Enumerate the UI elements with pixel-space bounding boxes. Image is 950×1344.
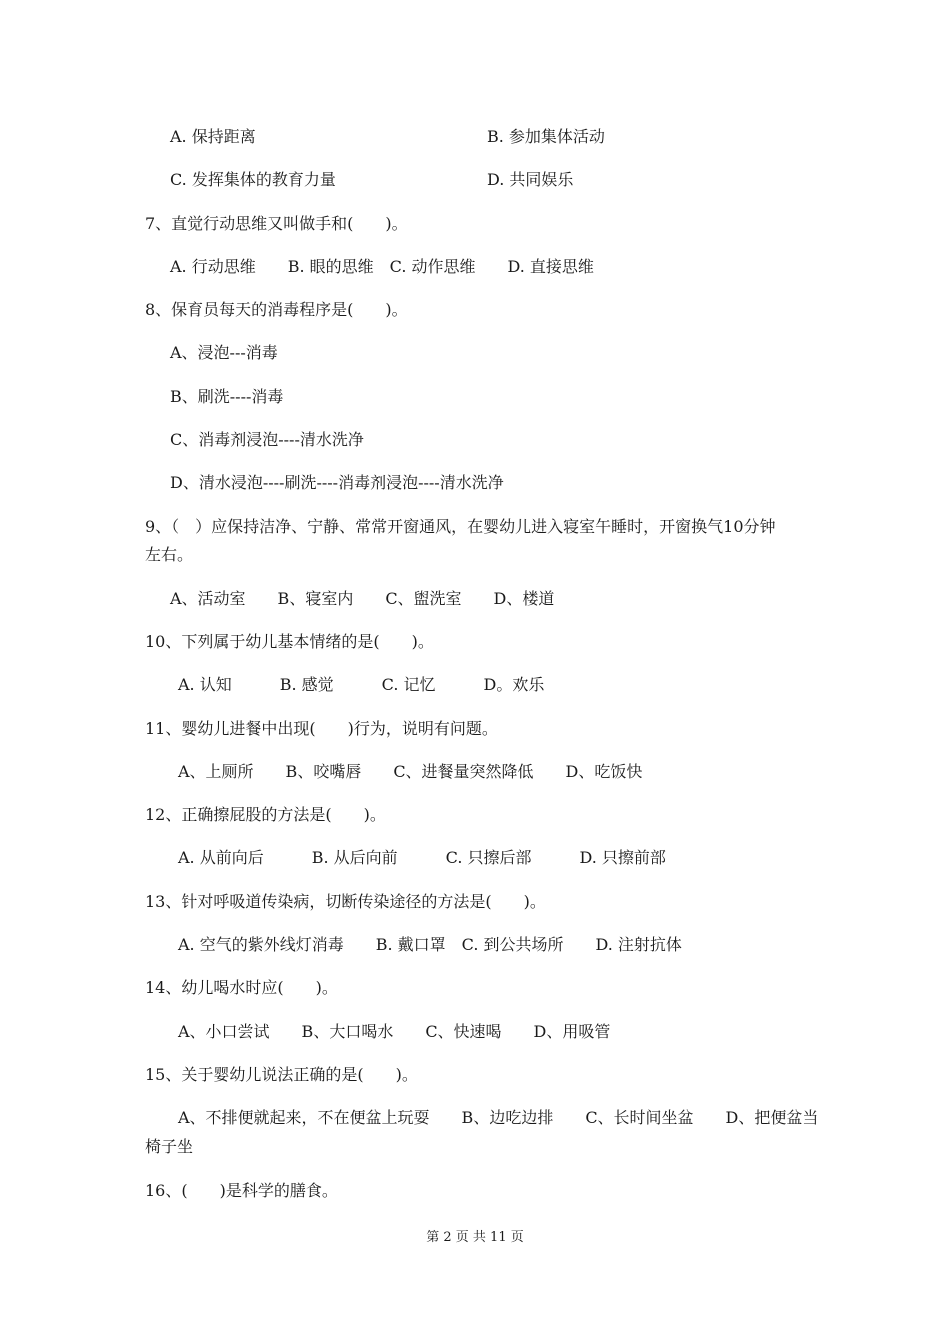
q15-options-line2: 椅子坐 xyxy=(145,1137,194,1156)
q14-options: A、小口尝试 B、大口喝水 C、快速喝 D、用吸管 xyxy=(178,1022,611,1041)
q15-stem: 15、关于婴幼儿说法正确的是( )。 xyxy=(145,1065,418,1084)
q10-options: A. 认知 B. 感觉 C. 记忆 D。欢乐 xyxy=(178,675,545,694)
q13-stem: 13、针对呼吸道传染病，切断传染途径的方法是( )。 xyxy=(145,892,546,911)
q8-option-d: D、清水浸泡----刷洗----消毒剂浸泡----清水洗净 xyxy=(170,473,504,492)
q8-option-b: B、刷洗----消毒 xyxy=(170,387,284,406)
q8-option-a: A、浸泡---消毒 xyxy=(170,343,278,362)
q6-option-a: A. 保持距离 xyxy=(170,127,256,146)
q7-stem: 7、直觉行动思维又叫做手和( )。 xyxy=(145,214,408,233)
q11-stem: 11、婴幼儿进餐中出现( )行为，说明有问题。 xyxy=(145,719,498,738)
q13-options: A. 空气的紫外线灯消毒 B. 戴口罩 C. 到公共场所 D. 注射抗体 xyxy=(178,935,682,954)
q7-options: A. 行动思维 B. 眼的思维 C. 动作思维 D. 直接思维 xyxy=(170,257,594,276)
q9-options: A、活动室 B、寝室内 C、盥洗室 D、楼道 xyxy=(170,589,555,608)
q12-stem: 12、正确擦屁股的方法是( )。 xyxy=(145,805,386,824)
q6-option-b: B. 参加集体活动 xyxy=(487,127,605,146)
q6-option-d: D. 共同娱乐 xyxy=(487,170,574,189)
q15-options-line1: A、不排便就起来，不在便盆上玩耍 B、边吃边排 C、长时间坐盆 D、把便盆当 xyxy=(178,1108,819,1127)
q14-stem: 14、幼儿喝水时应( )。 xyxy=(145,978,338,997)
q8-option-c: C、消毒剂浸泡----清水洗净 xyxy=(170,430,364,449)
q16-stem: 16、( )是科学的膳食。 xyxy=(145,1181,338,1200)
q10-stem: 10、下列属于幼儿基本情绪的是( )。 xyxy=(145,632,434,651)
q11-options: A、上厕所 B、咬嘴唇 C、进餐量突然降低 D、吃饭快 xyxy=(178,762,643,781)
q6-option-c: C. 发挥集体的教育力量 xyxy=(170,170,336,189)
q9-stem-line2: 左右。 xyxy=(145,545,194,564)
q8-stem: 8、保育员每天的消毒程序是( )。 xyxy=(145,300,408,319)
q9-stem-line1: 9、（ ）应保持洁净、宁静、常常开窗通风，在婴幼儿进入寝室午睡时，开窗换气10分钟 xyxy=(145,517,776,536)
q12-options: A. 从前向后 B. 从后向前 C. 只擦后部 D. 只擦前部 xyxy=(178,848,666,867)
page-footer: 第 2 页 共 11 页 xyxy=(426,1230,524,1245)
